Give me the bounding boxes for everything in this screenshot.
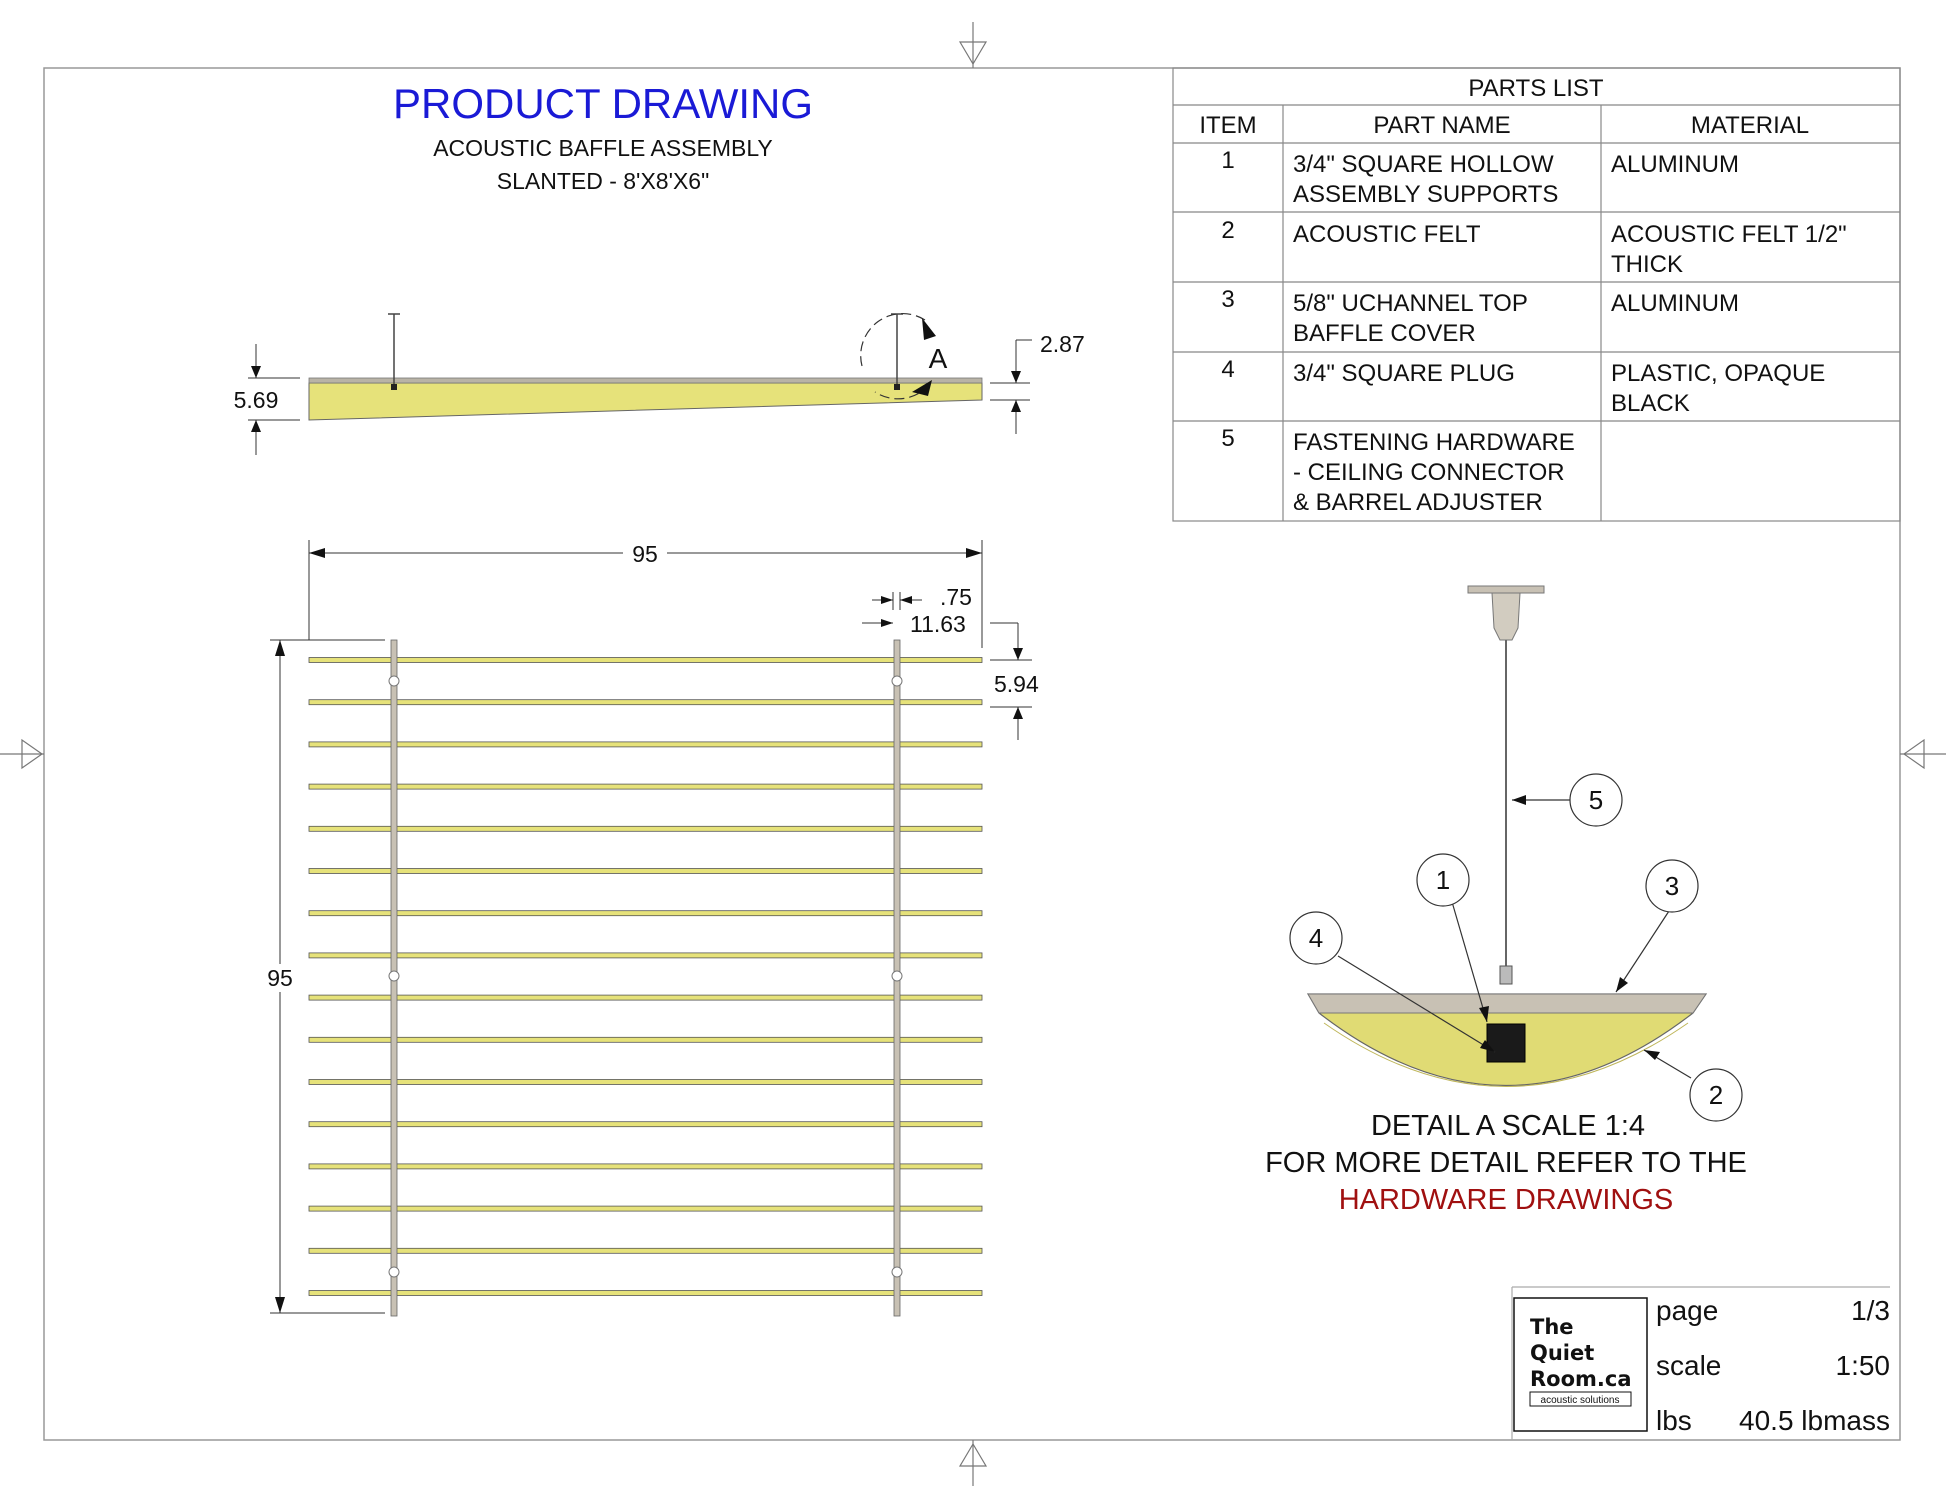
dim-spacing: 5.94 xyxy=(994,671,1039,697)
baffle-15 xyxy=(309,1248,982,1253)
svg-text:2: 2 xyxy=(1221,217,1235,244)
parts-list-title: PARTS LIST xyxy=(1468,75,1604,102)
svg-text:3/4" SQUARE HOLLOW: 3/4" SQUARE HOLLOW xyxy=(1293,151,1554,178)
baffle-4 xyxy=(309,784,982,789)
page-subtitle-line2: SLANTED - 8'X8'X6" xyxy=(496,168,710,194)
hanger-point-1-2 xyxy=(389,971,399,981)
svg-text:ACOUSTIC FELT 1/2": ACOUSTIC FELT 1/2" xyxy=(1611,221,1847,248)
baffle-8 xyxy=(309,953,982,958)
baffle-1 xyxy=(309,658,982,663)
baffle-11 xyxy=(309,1080,982,1085)
page-subtitle-line1: ACOUSTIC BAFFLE ASSEMBLY xyxy=(433,135,773,161)
logo-text-quiet: Quiet xyxy=(1530,1341,1595,1365)
baffle-6 xyxy=(309,869,982,874)
page-title: PRODUCT DRAWING xyxy=(393,80,813,127)
baffle-14 xyxy=(309,1206,982,1211)
balloon-2-label: 2 xyxy=(1708,1080,1724,1110)
svg-text:4: 4 xyxy=(1221,356,1235,383)
hanger-point-2-1 xyxy=(892,676,902,686)
logo-text-room: Room.ca xyxy=(1530,1367,1632,1391)
svg-text:ALUMINUM: ALUMINUM xyxy=(1611,290,1740,317)
svg-text:3: 3 xyxy=(1221,286,1235,313)
svg-text:3/4" SQUARE PLUG: 3/4" SQUARE PLUG xyxy=(1293,360,1515,387)
scale-value: 1:50 xyxy=(1835,1350,1890,1381)
page-label: page xyxy=(1656,1295,1719,1326)
side-view xyxy=(234,314,1085,455)
svg-text:1: 1 xyxy=(1221,147,1235,174)
balloon-3-label: 3 xyxy=(1664,871,1680,901)
dim-top-width: 95 xyxy=(632,541,658,567)
hanger-point-2-2 xyxy=(892,971,902,981)
baffle-3 xyxy=(309,742,982,747)
hanger-point-1-1 xyxy=(389,676,399,686)
balloon-5-label: 5 xyxy=(1588,785,1604,815)
baffle-10 xyxy=(309,1037,982,1042)
svg-text:ACOUSTIC FELT: ACOUSTIC FELT xyxy=(1293,221,1481,248)
baffle-5 xyxy=(309,826,982,831)
parts-col-part-name: PART NAME xyxy=(1373,112,1511,139)
lbs-label: lbs xyxy=(1656,1405,1692,1436)
svg-text:- CEILING CONNECTOR: - CEILING CONNECTOR xyxy=(1293,459,1565,486)
baffle-7 xyxy=(309,911,982,916)
svg-text:5: 5 xyxy=(1221,425,1235,452)
parts-row-4 xyxy=(1221,356,1825,417)
hardware-drawings-link[interactable]: HARDWARE DRAWINGS xyxy=(1338,1184,1674,1216)
svg-text:5/8" UCHANNEL TOP: 5/8" UCHANNEL TOP xyxy=(1293,290,1528,317)
balloon-1-label: 1 xyxy=(1435,865,1451,895)
svg-text:ASSEMBLY SUPPORTS: ASSEMBLY SUPPORTS xyxy=(1293,181,1559,208)
lbs-value: 40.5 lbmass xyxy=(1739,1405,1890,1436)
balloon-4-label: 4 xyxy=(1308,923,1324,953)
baffle-2 xyxy=(309,700,982,705)
baffle-13 xyxy=(309,1164,982,1169)
logo-text-the: The xyxy=(1530,1315,1574,1339)
parts-col-item: ITEM xyxy=(1199,112,1257,139)
parts-row-1 xyxy=(1221,147,1739,208)
baffle-12 xyxy=(309,1122,982,1127)
parts-row-2 xyxy=(1221,217,1846,278)
baffle-16 xyxy=(309,1291,982,1296)
svg-text:FASTENING HARDWARE: FASTENING HARDWARE xyxy=(1293,429,1575,456)
baffle-9 xyxy=(309,995,982,1000)
svg-text:PLASTIC, OPAQUE: PLASTIC, OPAQUE xyxy=(1611,360,1826,387)
dim-tube-width: .75 xyxy=(940,584,972,610)
parts-row-3 xyxy=(1221,286,1739,347)
svg-text:BAFFLE COVER: BAFFLE COVER xyxy=(1293,320,1476,347)
parts-row-5 xyxy=(1221,425,1574,516)
detail-caption-line1: DETAIL A SCALE 1:4 xyxy=(1370,1110,1646,1142)
detail-a-callout: A xyxy=(928,343,948,374)
dim-offset: 11.63 xyxy=(910,611,966,637)
svg-text:BLACK: BLACK xyxy=(1611,390,1690,417)
svg-text:& BARREL ADJUSTER: & BARREL ADJUSTER xyxy=(1293,489,1543,516)
svg-text:THICK: THICK xyxy=(1611,251,1683,278)
detail-caption-line2: FOR MORE DETAIL REFER TO THE xyxy=(1265,1147,1747,1179)
detail-a-view xyxy=(1290,586,1742,1121)
top-view-dimensions xyxy=(270,540,1032,1313)
hanger-point-2-3 xyxy=(892,1267,902,1277)
dim-side-right: 2.87 xyxy=(1040,331,1085,357)
svg-text:ALUMINUM: ALUMINUM xyxy=(1611,151,1740,178)
parts-col-material: MATERIAL xyxy=(1690,112,1810,139)
hanger-point-1-3 xyxy=(389,1267,399,1277)
scale-label: scale xyxy=(1656,1350,1722,1381)
page-value: 1/3 xyxy=(1851,1295,1890,1326)
dim-side-left: 5.69 xyxy=(233,387,279,413)
logo-tagline: acoustic solutions xyxy=(1540,1395,1620,1406)
top-view xyxy=(309,640,982,1316)
dim-top-height: 95 xyxy=(267,965,293,991)
